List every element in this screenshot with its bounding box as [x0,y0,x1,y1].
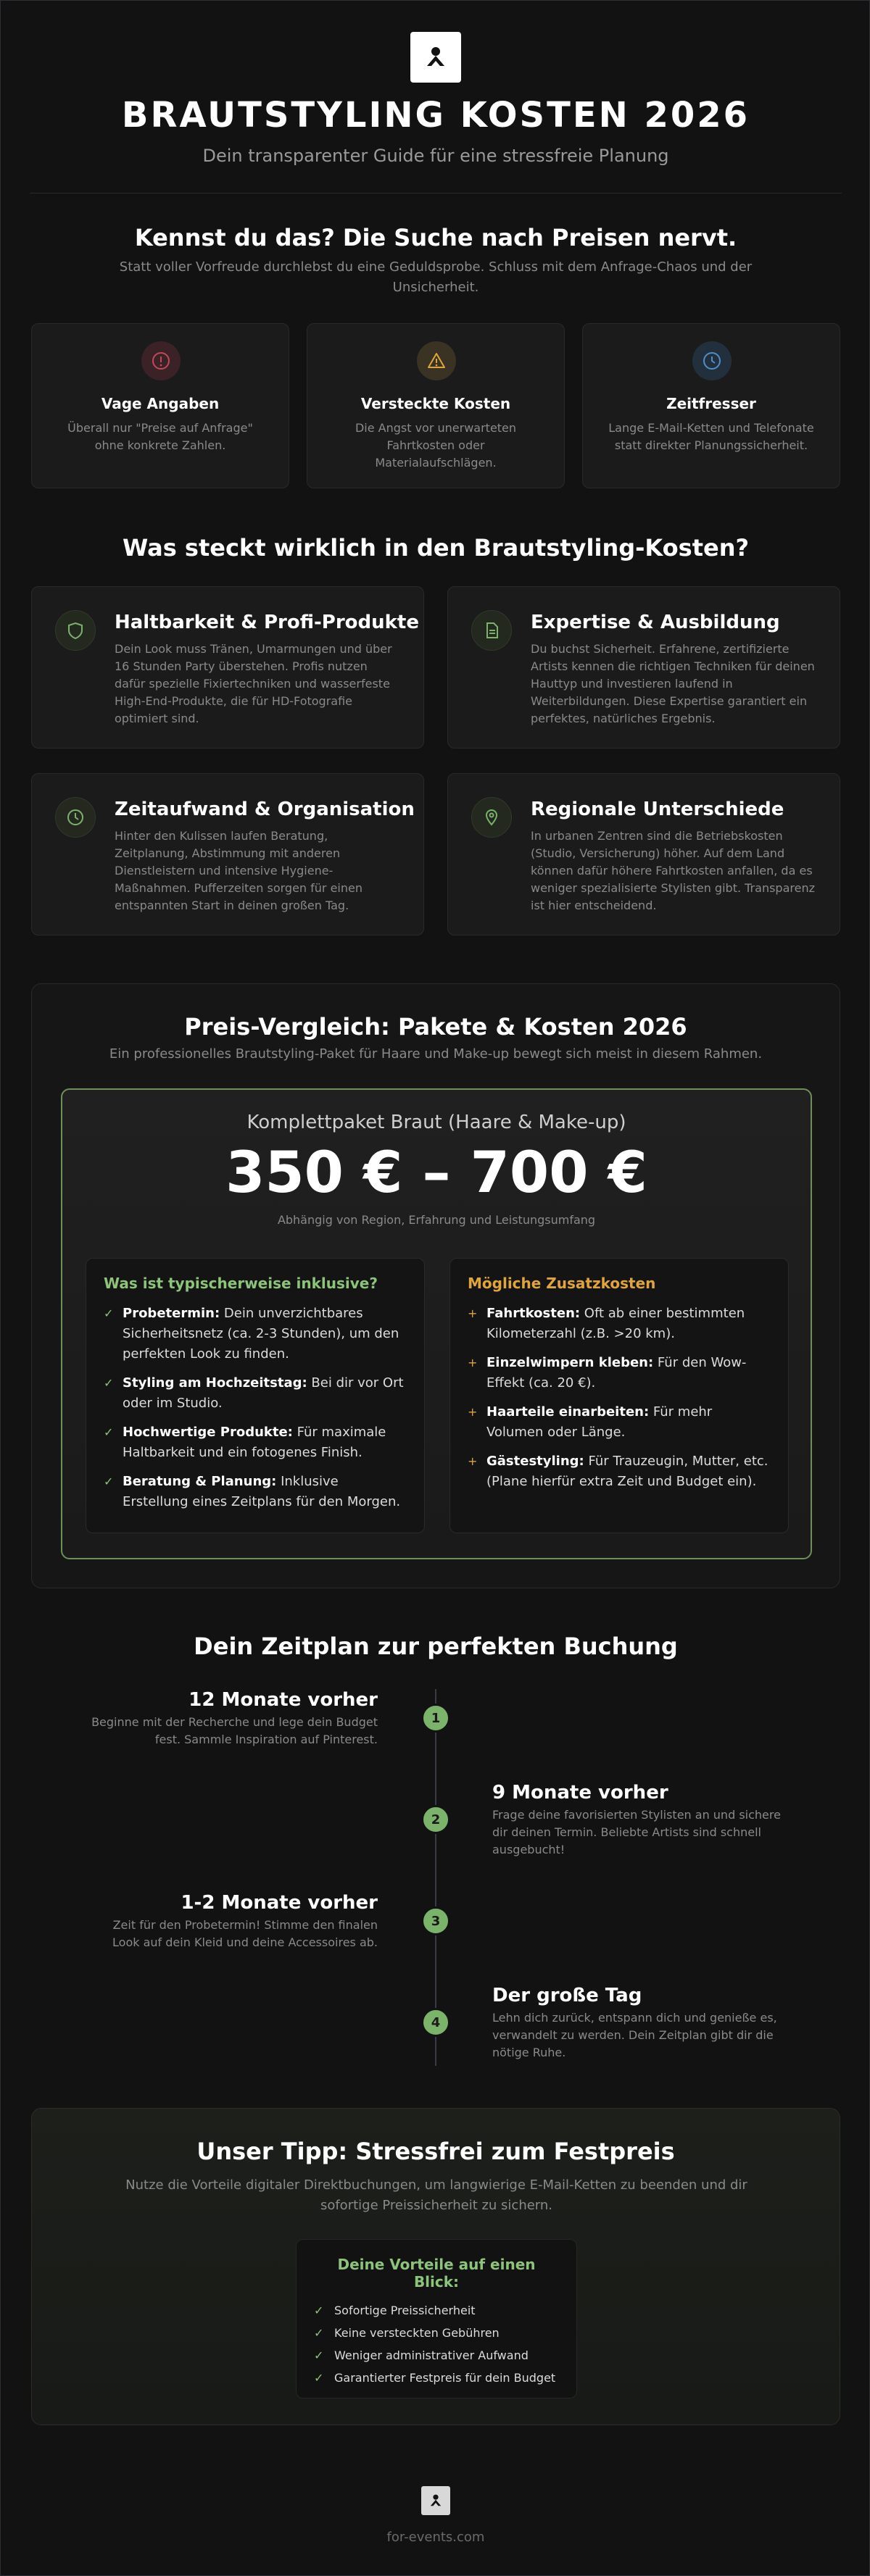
benefits-heading: Deine Vorteile auf einen Blick: [337,2256,536,2291]
included-heading: Was ist typischerweise inklusive? [104,1275,378,1292]
extras-list [450,1258,789,1533]
list-item-label: Hochwertige Produkte: [123,1425,293,1440]
problem-title: Vage Angaben [101,395,220,412]
check-icon: ✓ [104,1306,114,1320]
timeline-step-number: 3 [421,1906,450,1935]
package-card [61,1088,812,1559]
list-item [104,1422,407,1463]
list-item-text [486,1353,771,1393]
logo-icon [427,2492,444,2509]
problem-card-hidden-costs [307,323,565,488]
package-note: Abhängig von Region, Erfahrung und Leistungsumfang [277,1213,596,1227]
benefits-box [296,2239,577,2398]
feature-card-expertise [447,586,840,749]
check-icon: ✓ [314,2371,324,2385]
document-icon [471,610,512,651]
tip-section [31,2108,840,2425]
list-item-description: Oft ab einer bestimmten Kilometerzahl (z.B. >20 km). [486,1306,745,1341]
check-icon: ✓ [104,1376,114,1390]
timeline-step-title: Der große Tag [492,1985,642,2006]
plus-icon: + [468,1405,478,1419]
logo-icon [421,43,450,72]
list-item-description: Dein unverzichtbares Sicherheitsnetz (ca. 2-3 Stunden), um den perfekten Look zu finden. [123,1306,399,1362]
list-item-text [486,1304,771,1344]
timeline-heading: Dein Zeitplan zur perfekten Buchung [194,1633,678,1660]
problem-title: Zeitfresser [666,395,756,412]
list-item [468,1353,771,1393]
clock-icon [55,797,96,838]
brand-logo [410,32,461,83]
feature-text: Hinter den Kulissen laufen Beratung, Zeitplanung, Abstimmung mit anderen Dienstleistern und intensive Hygiene-Maßnahmen. Pufferzeiten sorgen für einen entspannten Start in deinen großen Tag. [115,829,362,912]
check-icon: ✓ [104,1475,114,1488]
benefit-item [314,2326,559,2340]
benefit-label: Weniger administrativer Aufwand [334,2348,529,2362]
list-item-text [486,1451,771,1492]
benefit-item [314,2304,559,2317]
plus-icon: + [468,1454,478,1468]
list-item [468,1304,771,1344]
list-item-description: Für mehr Volumen oder Länge. [486,1404,713,1440]
features-heading: Was steckt wirklich in den Brautstyling-Kosten? [122,534,750,562]
check-icon: ✓ [314,2348,324,2362]
check-icon: ✓ [314,2326,324,2340]
shield-icon [55,610,96,651]
footer-logo[interactable] [421,2486,450,2515]
benefit-label: Sofortige Preissicherheit [334,2304,476,2317]
list-item [468,1402,771,1443]
list-item-description: Bei dir vor Ort oder im Studio. [123,1375,404,1411]
footer-domain-link[interactable]: for-events.com [386,2530,485,2545]
problem-text: Überall nur "Preise auf Anfrage" ohne konkrete Zahlen. [67,421,253,452]
list-item-label: Gästestyling: [486,1454,584,1469]
list-item-text [123,1472,407,1512]
list-item-description: Für maximale Haltbarkeit und ein fotogenes Finish. [123,1425,386,1460]
list-item-label: Styling am Hochzeitstag: [123,1375,307,1391]
location-pin-icon [471,797,512,838]
timeline-step-text: Beginne mit der Recherche und lege dein Budget fest. Sammle Inspiration auf Pinterest. [91,1715,378,1746]
benefit-item [314,2348,559,2362]
clock-icon [692,341,732,380]
page-subtitle: Dein transparenter Guide für eine stressfreie Planung [202,146,669,166]
tip-text: Nutze die Vorteile digitaler Direktbuchungen, um langwierige E-Mail-Ketten zu beenden und dir sofortige Preissicherheit zu sichern. [125,2177,747,2213]
list-item [104,1472,407,1512]
timeline-step-number: 2 [421,1805,450,1834]
list-item [104,1304,407,1364]
problems-heading: Kennst du das? Die Suche nach Preisen nervt. [134,224,737,251]
feature-text: In urbanen Zentren sind die Betriebskosten (Studio, Versicherung) höher. Auf dem Land können dafür höhere Fahrtkosten anfallen, da es weniger spezialisierte Stylisten gibt. Transparenz ist hier entscheidend. [531,829,815,912]
feature-title: Haltbarkeit & Profi-Produkte [115,612,419,633]
problem-text: Die Angst vor unerwarteten Fahrtkosten oder Materialaufschlägen. [355,421,517,470]
problem-title: Versteckte Kosten [360,395,511,412]
pricing-section [31,983,840,1588]
package-label: Komplettpaket Braut (Haare & Make-up) [246,1112,626,1133]
feature-title: Expertise & Ausbildung [531,612,780,633]
feature-title: Zeitaufwand & Organisation [115,799,415,820]
timeline-step-title: 9 Monate vorher [492,1782,668,1804]
pricing-heading: Preis-Vergleich: Pakete & Kosten 2026 [184,1013,687,1041]
timeline-step-number: 4 [421,2008,450,2037]
list-item-text [486,1402,771,1443]
feature-text: Dein Look muss Tränen, Umarmungen und über 16 Stunden Party überstehen. Profis nutzen dafür spezielle Fixiertechniken und wasserfeste High-End-Produkte, die für HD-Fotografie optimiert sind. [115,642,392,725]
page-title: BRAUTSTYLING KOSTEN 2026 [121,95,750,136]
timeline-step-title: 12 Monate vorher [188,1689,378,1711]
list-item-label: Probetermin: [123,1306,220,1321]
timeline-step-title: 1-2 Monate vorher [181,1892,378,1914]
list-item [468,1451,771,1492]
feature-text: Du buchst Sicherheit. Erfahrene, zertifizierte Artists kennen die richtigen Techniken für deinen Hauttyp und investieren laufend in Weiterbildungen. Diese Expertise garantiert ein perfektes, natürliches Ergebnis. [531,642,815,725]
problems-intro: Statt voller Vorfreude durchlebst du eine Geduldsprobe. Schluss mit dem Anfrage-Chaos und der Unsicherheit. [119,259,753,295]
list-item-text [123,1304,407,1364]
list-item-description: Für Trauzeugin, Mutter, etc. (Plane hierfür extra Zeit und Budget ein). [486,1454,768,1489]
included-list [86,1258,425,1533]
package-price: 350 € – 700 € [225,1141,647,1206]
list-item-description: Inklusive Erstellung eines Zeitplans für den Morgen. [123,1474,401,1509]
extras-heading: Mögliche Zusatzkosten [468,1275,656,1292]
problem-card-vague [31,323,289,488]
list-item-text [123,1373,407,1414]
problem-text: Lange E-Mail-Ketten und Telefonate statt direkter Planungssicherheit. [608,421,814,452]
feature-card-durability [31,586,424,749]
info-circle-icon [141,341,181,380]
benefit-label: Garantierter Festpreis für dein Budget [334,2371,556,2385]
benefit-item [314,2371,559,2385]
problem-card-time [582,323,840,488]
list-item-description: Für den Wow-Effekt (ca. 20 €). [486,1355,747,1391]
benefit-label: Keine versteckten Gebühren [334,2326,500,2340]
list-item-label: Haarteile einarbeiten: [486,1404,650,1420]
feature-card-regional [447,773,840,935]
tip-heading: Unser Tipp: Stressfrei zum Festpreis [196,2138,675,2165]
feature-title: Regionale Unterschiede [531,799,784,820]
timeline-step-text: Zeit für den Probetermin! Stimme den finalen Look auf dein Kleid und deine Accessoires ab. [112,1918,378,1949]
list-item-label: Einzelwimpern kleben: [486,1355,654,1370]
list-item-label: Fahrtkosten: [486,1306,581,1321]
feature-card-time [31,773,424,935]
timeline-step-text: Lehn dich zurück, entspann dich und genieße es, verwandelt zu werden. Dein Zeitplan gibt dir die nötige Ruhe. [492,2011,777,2059]
check-icon: ✓ [104,1425,114,1439]
pricing-intro: Ein professionelles Brautstyling-Paket für Haare und Make-up bewegt sich meist in diesem Rahmen. [109,1046,763,1062]
list-item-text [123,1422,407,1463]
plus-icon: + [468,1356,478,1370]
timeline-step-number: 1 [421,1704,450,1733]
check-icon: ✓ [314,2304,324,2317]
warning-icon [417,341,456,380]
list-item-label: Beratung & Planung: [123,1474,277,1489]
plus-icon: + [468,1306,478,1320]
list-item [104,1373,407,1414]
timeline-step-text: Frage deine favorisierten Stylisten an und sichere dir deinen Termin. Beliebte Artists sind schnell ausgebucht! [492,1808,781,1856]
